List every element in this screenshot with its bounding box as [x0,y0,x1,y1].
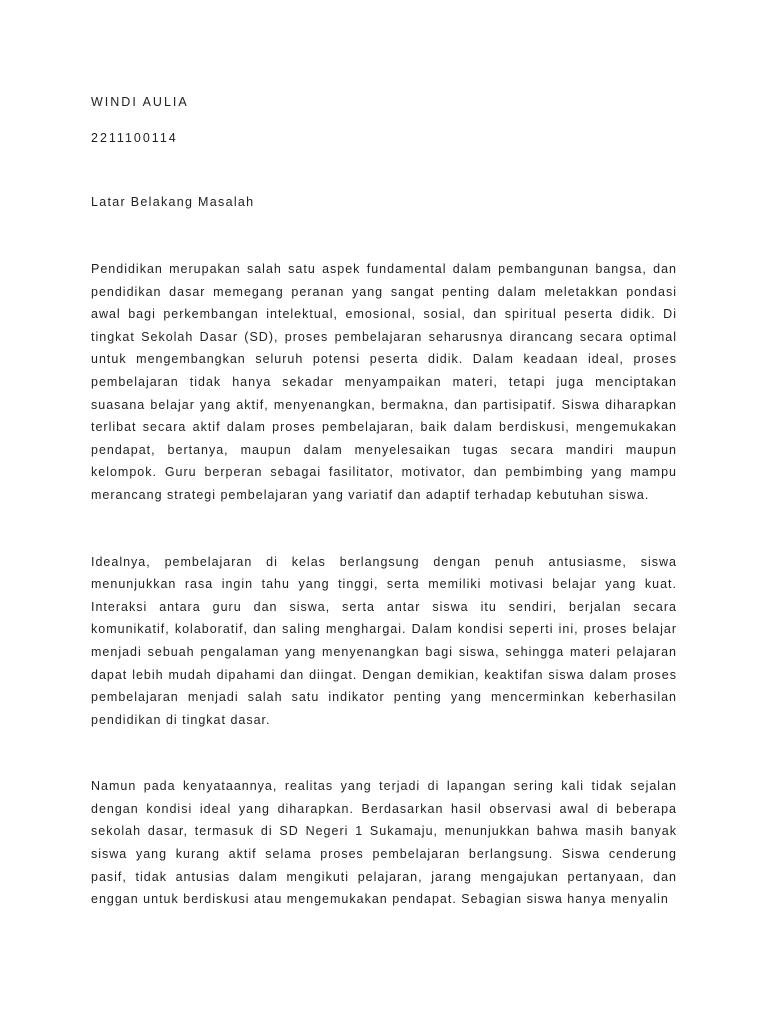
paragraph: Namun pada kenyataannya, realitas yang terjadi di lapangan sering kali tidak sejalan dengan kondisi ideal yang diharapkan. Berdasarkan hasil observasi awal di beberapa sekolah dasar, termasuk di SD Negeri 1 Sukamaju, menunjukkan bahwa masih banyak siswa yang kurang aktif selama proses pembelajaran berlangsung. Siswa cenderung pasif, tidak antusias dalam mengikuti pelajaran, jarang mengajukan pertanyaan, dan enggan untuk berdiskusi atau mengemukakan pendapat. Sebagian siswa hanya menyalin [91,779,677,907]
author-name: WINDI AULIA [91,95,189,109]
section-title: Latar Belakang Masalah [91,195,255,209]
document-page [91,92,677,911]
paragraph: Pendidikan merupakan salah satu aspek fundamental dalam pembangunan bangsa, dan pendidikan dasar memegang peranan yang sangat penting dalam meletakkan pondasi awal bagi perkembangan intelektual, emosional, sosial, dan spiritual peserta didik. Di tingkat Sekolah Dasar (SD), proses pembelajaran seharusnya dirancang secara optimal untuk mengembangkan seluruh potensi peserta didik. Dalam keadaan ideal, proses pembelajaran tidak hanya sekadar menyampaikan materi, tetapi juga menciptakan suasana belajar yang aktif, menyenangkan, bermakna, dan partisipatif. Siswa diharapkan terlibat secara aktif dalam proses pembelajaran, baik dalam berdiskusi, mengemukakan pendapat, bertanya, maupun dalam menyelesaikan tugas secara mandiri maupun kelompok. Guru berperan sebagai fasilitator, motivator, dan pembimbing yang mampu merancang strategi pembelajaran yang variatif dan adaptif terhadap kebutuhan siswa. [91,262,677,502]
student-id: 2211100114 [91,131,178,145]
paragraph: Idealnya, pembelajaran di kelas berlangsung dengan penuh antusiasme, siswa menunjukkan rasa ingin tahu yang tinggi, serta memiliki motivasi belajar yang kuat. Interaksi antara guru dan siswa, serta antar siswa itu sendiri, berjalan secara komunikatif, kolaboratif, dan saling menghargai. Dalam kondisi seperti ini, proses belajar menjadi sebuah pengalaman yang menyenangkan bagi siswa, sehingga materi pelajaran dapat lebih mudah dipahami dan diingat. Dengan demikian, keaktifan siswa dalam proses pembelajaran menjadi salah satu indikator penting yang mencerminkan keberhasilan pendidikan di tingkat dasar. [91,554,677,727]
